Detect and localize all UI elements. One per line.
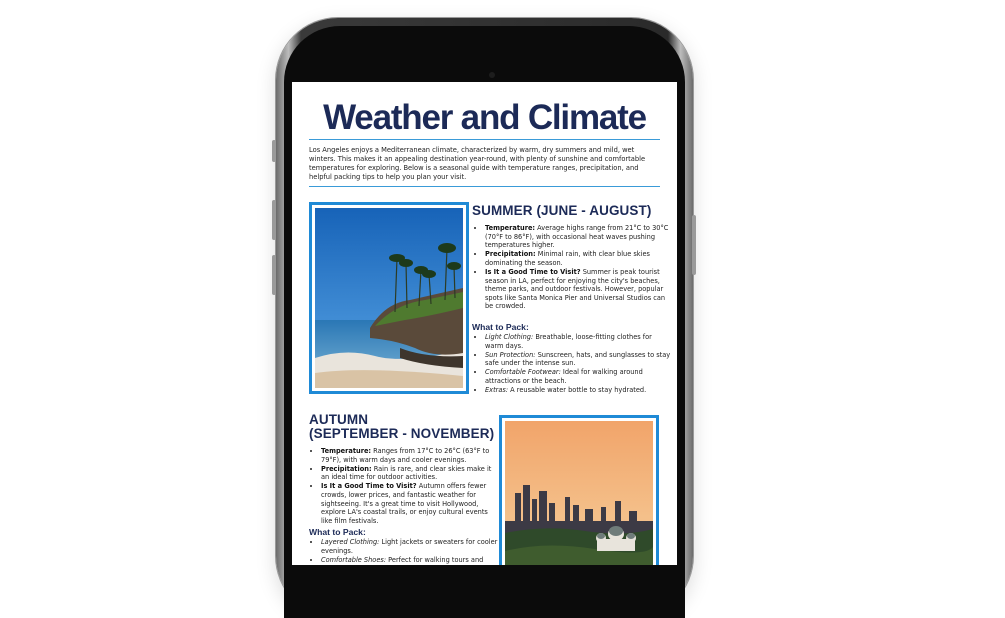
autumn-facts-list [310,447,499,526]
phone-screen[interactable] [292,82,677,565]
beach-cliff-illustration [315,208,463,388]
page-title: Weather and Climate [323,98,646,137]
intro-divider [309,186,660,187]
phone-action-button [272,140,276,162]
list-item: • Layered Clothing: Light jackets or sweaters for cooler evenings. [321,538,499,555]
phone-power-button [692,215,696,275]
phone-volume-down-button [272,255,276,295]
summer-photo-frame [309,202,469,394]
list-item: • Is It a Good Time to Visit? Summer is peak tourist season in LA, perfect for enjoying the city's beaches, theme parks, and outdoor festivals. However, popular spots like Santa Monica Pier and Universal Studios can be crowded. [485,268,671,311]
autumn-heading-line2: (SEPTEMBER - NOVEMBER) [309,426,495,441]
autumn-photo-frame [499,415,659,565]
summer-pack-list [474,333,671,395]
beach-cliff-photo [315,208,463,388]
list-item: • Is It a Good Time to Visit? Autumn offers fewer crowds, lower prices, and fantastic weather for sightseeing. It's a great time to visit Hollywood, explore LA's coastal trails, or enjoy cultural events like film festivals. [321,482,499,525]
list-item: • Precipitation: Rain is rare, and clear skies make it an ideal time for outdoor activities. [321,465,499,482]
list-item: • Temperature: Ranges from 17°C to 26°C (63°F to 79°F), with warm days and cooler evenings. [321,447,499,464]
list-item: • Comfortable Shoes: Perfect for walking tours and [321,556,499,565]
summer-facts-list [474,224,671,311]
intro-paragraph: Los Angeles enjoys a Mediterranean climate, characterized by warm, dry summers and mild, wet winters. This makes it an appealing destination year-round, with plenty of sunshine and comfortable temperatures for exploring. Below is a seasonal guide with temperature ranges, precipitation, and helpful packing tips to help you plan your visit. [309,146,646,181]
list-item: • Sun Protection: Sunscreen, hats, and sunglasses to stay safe under the intense sun. [485,351,671,368]
city-skyline-illustration [505,421,653,565]
list-item: • Comfortable Footwear: Ideal for walking around attractions or the beach. [485,368,671,385]
list-item: • Light Clothing: Breathable, loose-fitting clothes for warm days. [485,333,671,350]
autumn-pack-heading: What to Pack: [309,527,366,537]
title-divider [309,139,660,140]
front-camera-dot [489,72,495,78]
list-item: • Temperature: Average highs range from 21°C to 30°C (70°F to 86°F), with occasional heat waves pushing temperatures higher. [485,224,671,250]
phone-volume-up-button [272,200,276,240]
autumn-pack-list [310,538,499,565]
list-item: • Precipitation: Minimal rain, with clear blue skies dominating the season. [485,250,671,267]
summer-heading: SUMMER (JUNE - AUGUST) [472,203,652,218]
la-skyline-photo [505,421,653,565]
summer-pack-heading: What to Pack: [472,322,529,332]
autumn-heading [309,413,494,441]
list-item: • Extras: A reusable water bottle to stay hydrated. [485,386,671,395]
autumn-heading-line1: AUTUMN [309,412,369,427]
